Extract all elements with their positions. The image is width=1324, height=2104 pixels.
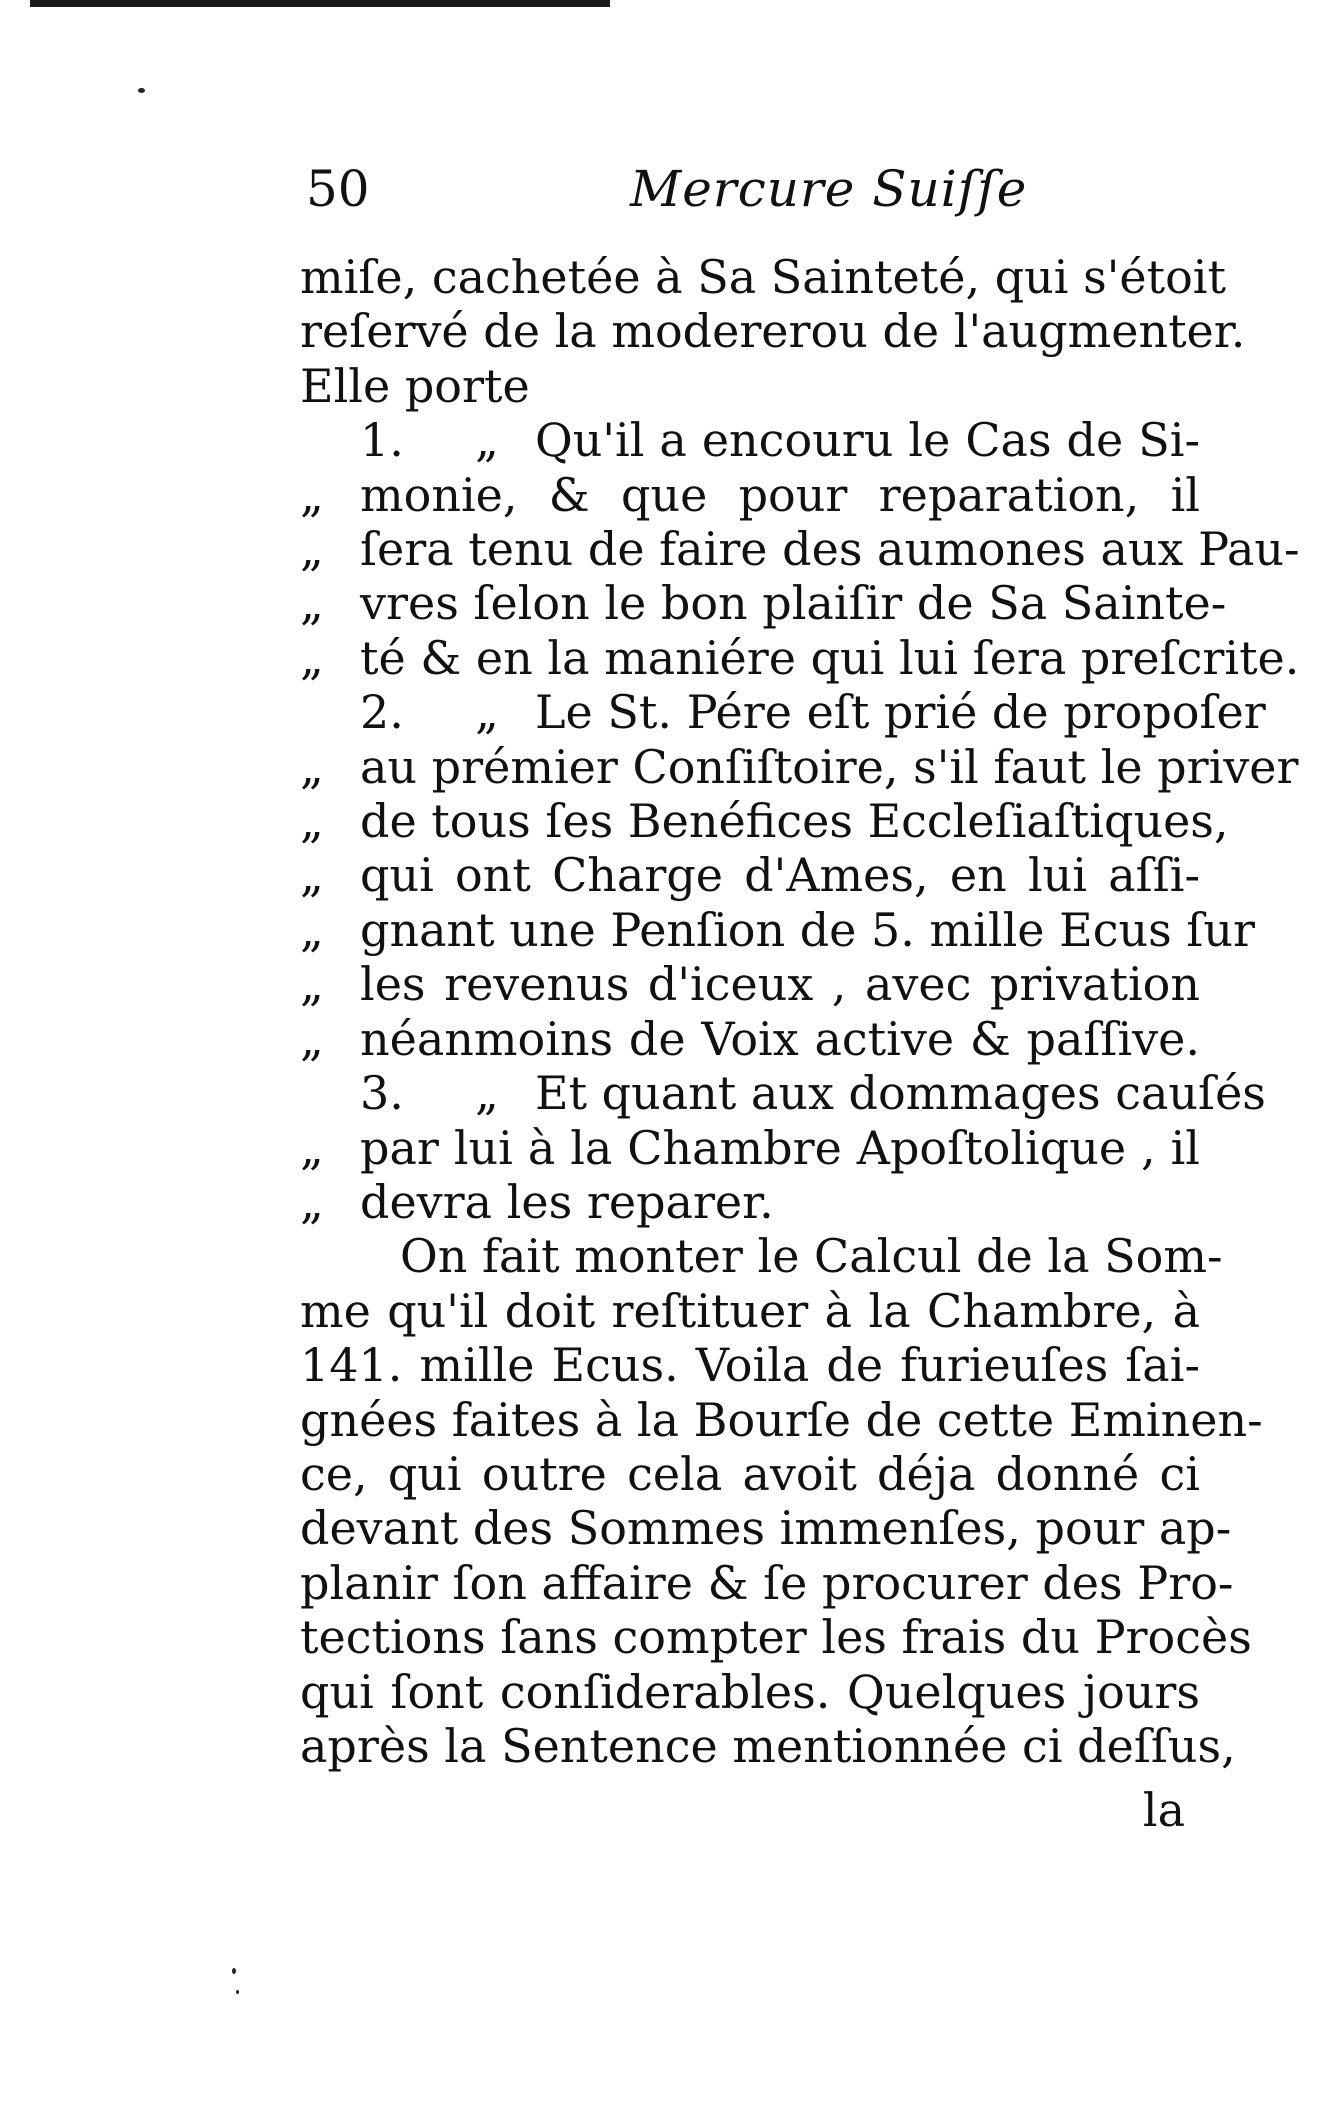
body-text [300,250,1300,1773]
item-number-label: 3. [360,1066,404,1121]
line-text: devant des Sommes immenſes, pour ap- [300,1501,1232,1556]
text-line [300,1392,1263,1447]
ink-speck [138,88,145,93]
text-line [300,576,1227,631]
item-number-label: 1. [360,413,404,468]
line-text: qui ſont conſiderables. Quelques jours [300,1664,1200,1719]
text-line [300,1501,1232,1556]
line-text: devra les reparer. [360,1174,774,1229]
quote-mark: „ [475,413,497,468]
quote-mark: „ [475,1066,497,1121]
text-line [300,902,1255,957]
text-line [300,468,1200,522]
text-line [300,1284,1200,1338]
line-text: qui ont Charge d'Ames, en lui aſſi- [360,848,1200,903]
top-rule [30,0,610,7]
text-line [300,1175,1200,1229]
item-number [300,1066,475,1120]
quote-mark: „ [300,739,322,794]
quote-mark: „ [300,794,322,849]
quote-mark: „ [300,467,322,522]
line-text: Qu'il a encouru le Cas de Si- [535,413,1200,468]
item-number-label: 2. [360,685,404,740]
text-line [300,250,1226,304]
line-text: ſera tenu de faire des aumones aux Pau- [360,522,1300,577]
text-line [300,304,1246,359]
text-line [300,1229,1223,1284]
quote-mark: „ [300,576,322,631]
text-line [300,1066,1266,1121]
line-text: ce, qui outre cela avoit déja donné ci [300,1446,1200,1501]
quote-mark: „ [300,1120,322,1175]
text-line [300,1555,1234,1610]
line-text: miſe, cachetée à Sa Sainteté, qui s'étoit [300,250,1226,304]
line-text: au prémier Conſiſtoire, s'il faut le priver [360,739,1299,794]
text-line [300,739,1299,794]
line-text: vres ſelon le bon plaiſir de Sa Sainte- [360,576,1227,631]
text-line [300,630,1300,685]
text-line [300,1012,1200,1066]
text-line [300,359,1200,413]
text-line [300,1338,1200,1392]
quote-mark: „ [300,902,322,957]
catchword: la [1142,1783,1185,1838]
text-line [300,848,1200,902]
text-line [300,1665,1200,1719]
line-text: par lui à la Chambre Apoſtolique , il [360,1120,1200,1175]
page-number: 50 [306,160,370,218]
item-number [300,413,475,467]
text-line [300,1447,1200,1501]
text-line [300,794,1229,849]
line-text: me qu'il doit reſtituer à la Chambre, à [300,1283,1200,1338]
line-text: de tous ſes Benéfices Eccleſiaſtiques, [360,794,1229,849]
text-line [300,957,1200,1011]
text-line [300,1121,1200,1175]
line-text: Elle porte [300,358,530,413]
quote-mark: „ [300,848,322,903]
line-text: Le St. Pére eſt prié de propoſer [535,685,1266,740]
line-text: monie, & que pour reparation, il [360,467,1200,522]
line-text: après la Sentence mentionnée ci deſſus, [300,1718,1236,1773]
running-head: Mercure Suiſſe [630,160,1028,218]
line-text: reſervé de la modererou de l'augmenter. [300,304,1246,359]
ink-speck [232,1968,236,1974]
text-line [300,685,1266,740]
line-text: Et quant aux dommages cauſés [535,1066,1266,1121]
book-page [300,160,1300,1838]
quote-mark: „ [300,630,322,685]
text-line [300,1610,1252,1665]
line-text: 141. mille Ecus. Voila de furieuſes ſai- [300,1338,1200,1393]
page-header [300,160,1200,240]
quote-mark: „ [475,685,497,740]
line-text: On fait monter le Calcul de la Som- [400,1229,1223,1284]
line-text: gnées faites à la Bourſe de cette Eminen- [300,1392,1263,1447]
line-text: planir ſon affaire & ſe procurer des Pro- [300,1555,1234,1610]
quote-mark: „ [300,1011,322,1066]
ink-speck [236,1990,239,1994]
text-line [300,522,1300,577]
line-text: néanmoins de Voix active & paſſive. [360,1011,1200,1066]
line-text: té & en la maniére qui lui ſera preſcrite. [360,630,1300,685]
quote-mark: „ [300,957,322,1012]
quote-mark: „ [300,522,322,577]
text-line [300,1718,1236,1773]
text-line [300,413,1200,467]
quote-mark: „ [300,1174,322,1229]
line-text: tections ſans compter les frais du Procès [300,1610,1252,1665]
item-number [300,685,475,739]
line-text: les revenus d'iceux , avec privation [360,957,1200,1012]
line-text: gnant une Penſion de 5. mille Ecus ſur [360,902,1255,957]
